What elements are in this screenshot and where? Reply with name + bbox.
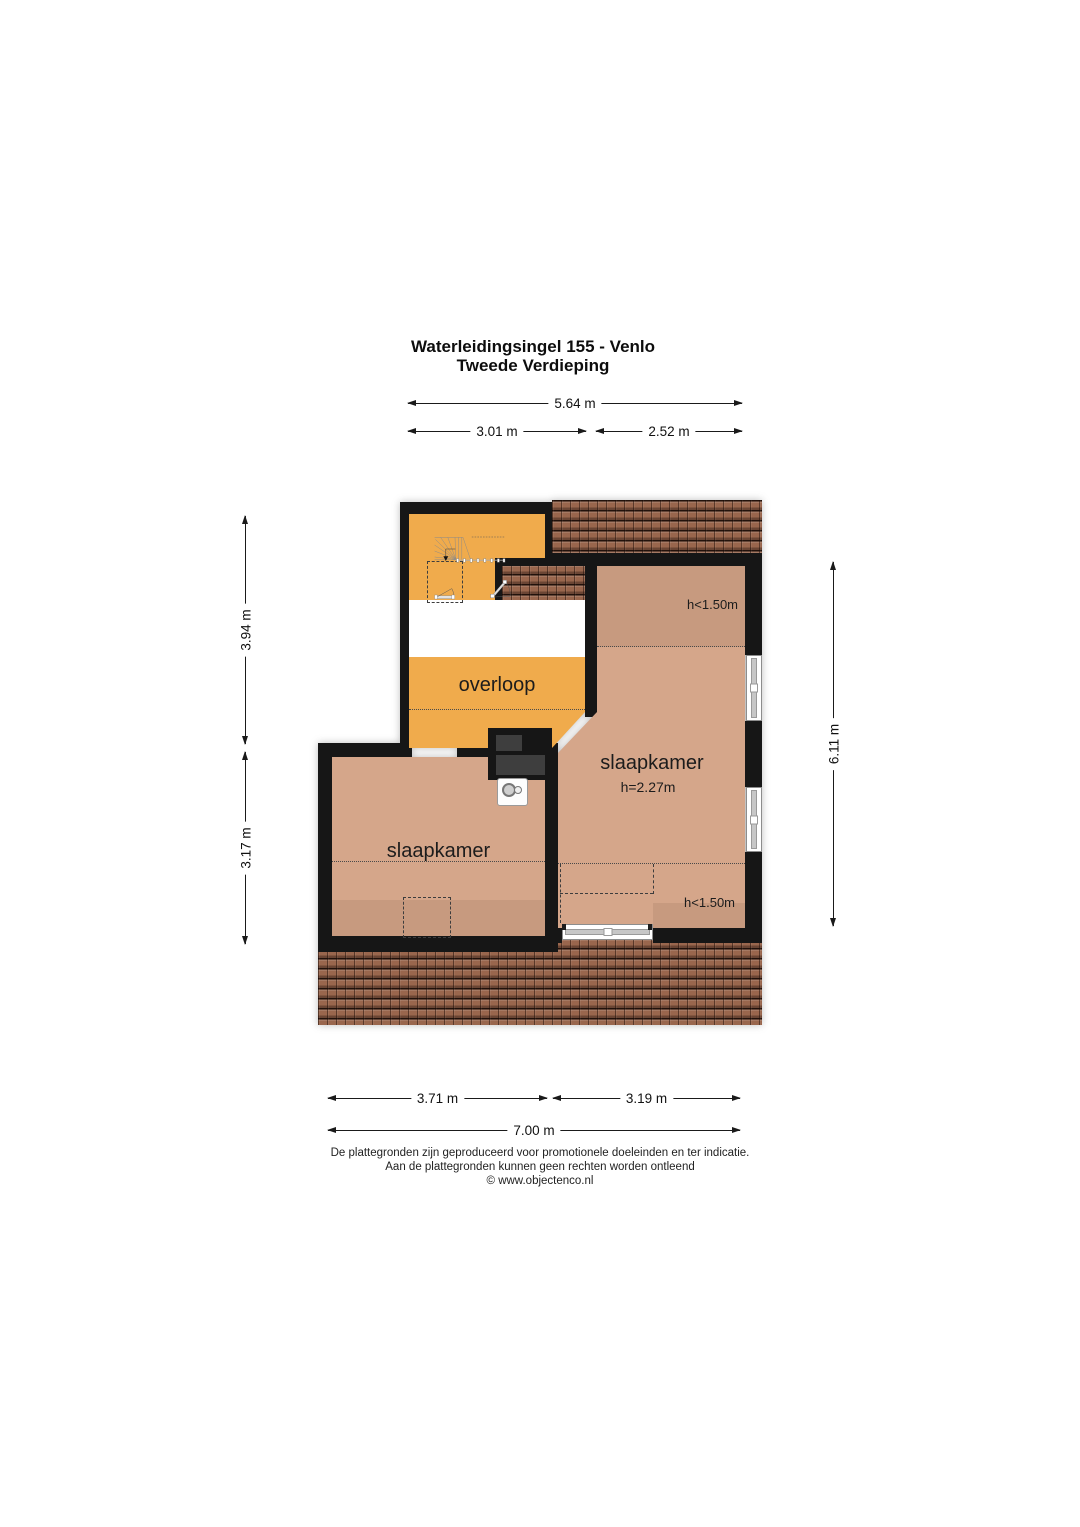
disclaimer-line1: De plattegronden zijn geproduceerd voor promotionele doeleinden en ter indicatie. — [330, 1147, 750, 1159]
low-ceiling-label-top: h<1.50m — [687, 597, 738, 612]
room-label-overloop: overloop — [458, 674, 536, 696]
room-height-bedroom-right: h=2.27m — [620, 779, 676, 795]
dimension-bottom-right-label: 3.19 m — [620, 1091, 673, 1106]
disclaimer-line3: © www.objectenco.nl — [486, 1175, 594, 1187]
page-title-line1: Waterleidingsingel 155 - Venlo — [410, 337, 656, 356]
dormer-dashed-line — [560, 893, 653, 894]
headroom-line — [558, 863, 745, 864]
room-label-bedroom-right: slaapkamer — [600, 752, 704, 774]
wall-segment — [318, 936, 558, 952]
wall-segment — [318, 743, 332, 952]
page-title-line2: Tweede Verdieping — [456, 356, 610, 375]
low-ceiling-label-bottom: h<1.50m — [684, 895, 735, 910]
stair-walkline — [446, 549, 456, 557]
dimension-left-lower-label: 3.17 m — [239, 821, 254, 874]
room-label-bedroom-left: slaapkamer — [386, 840, 491, 862]
disclaimer-line2: Aan de plattegronden kunnen geen rechten worden ontleend — [385, 1161, 695, 1173]
wall-segment — [545, 928, 562, 943]
dimension-right-side-label: 6.11 m — [827, 718, 842, 770]
dimension-top-right-label: 2.52 m — [642, 424, 695, 439]
wall-segment — [653, 928, 762, 943]
staircase — [435, 537, 471, 559]
dimension-bottom-left-label: 3.71 m — [411, 1091, 464, 1106]
window-cap — [648, 924, 652, 930]
dimension-left-upper-label: 3.94 m — [239, 603, 254, 656]
chimney-dashed-outline — [403, 897, 451, 938]
door-right-bedroom — [491, 580, 511, 598]
disclaimer — [0, 1146, 1080, 1188]
balustrade — [456, 559, 505, 563]
stairs-and-doors-overlay — [400, 495, 770, 825]
window-cap — [562, 924, 566, 930]
dimension-bottom-total-label: 7.00 m — [507, 1123, 560, 1138]
dimension-top-left-label: 3.01 m — [470, 424, 523, 439]
dormer-dashed-line — [653, 864, 654, 894]
wall-segment — [318, 743, 412, 757]
window — [562, 924, 653, 940]
door-left-bedroom — [435, 589, 455, 599]
dimension-top-total-label: 5.64 m — [548, 396, 601, 411]
